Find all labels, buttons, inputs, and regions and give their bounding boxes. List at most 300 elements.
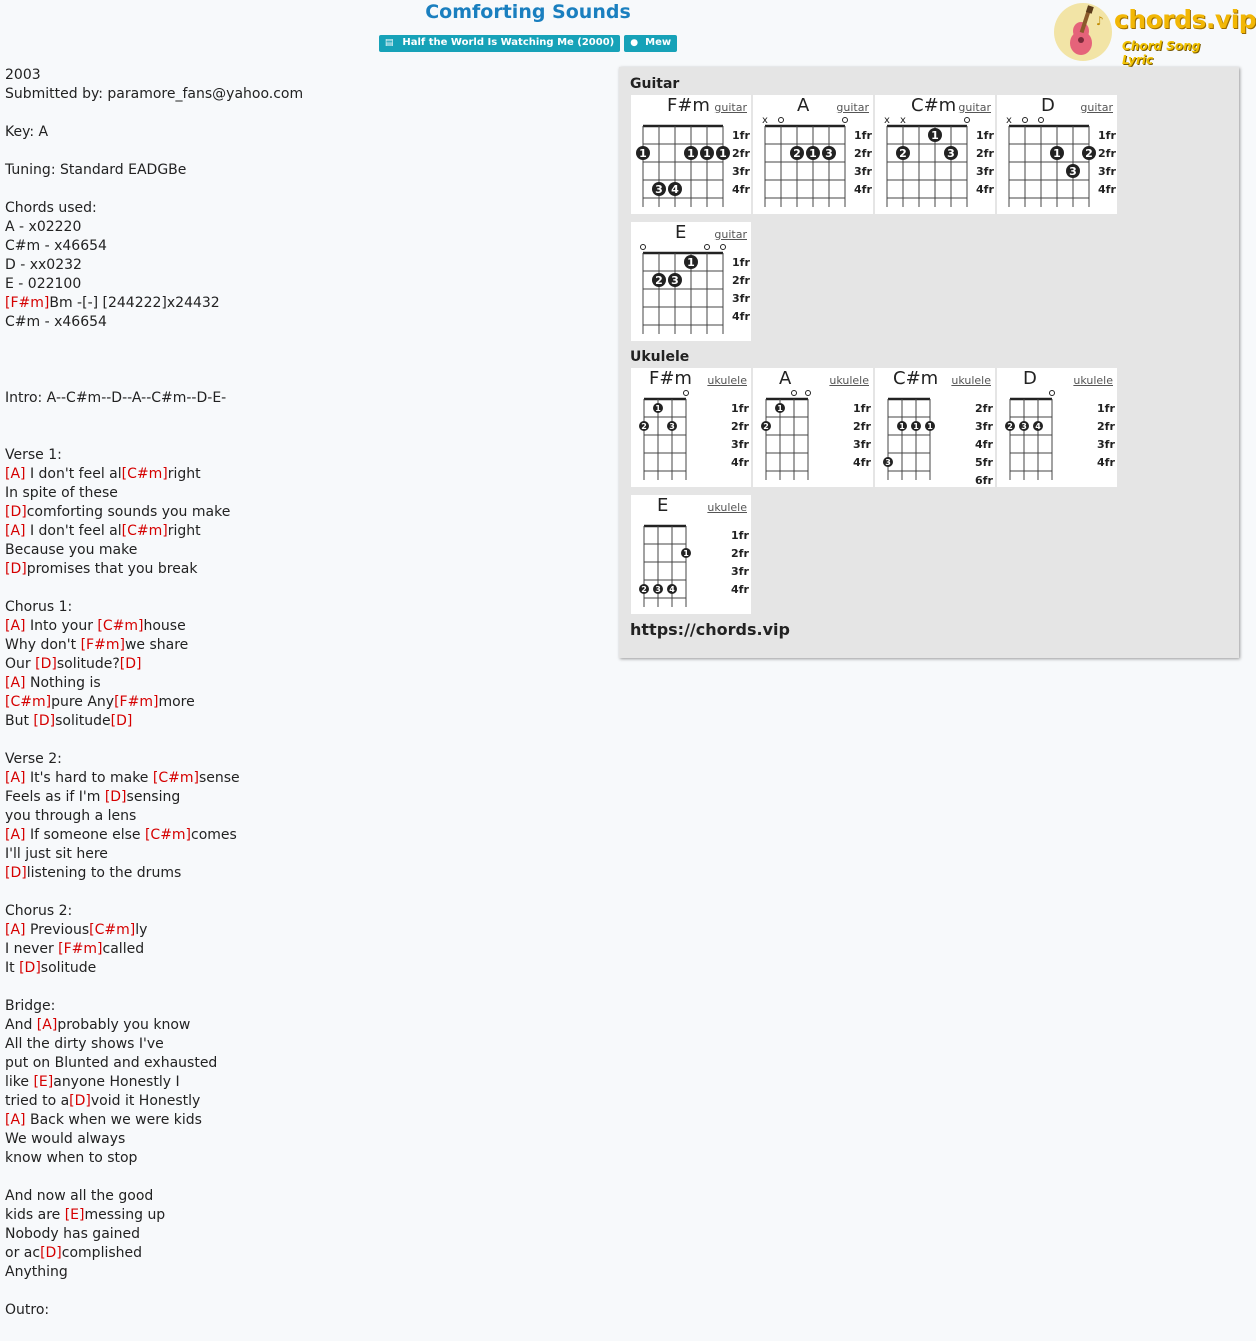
chord-link[interactable]: [D] bbox=[69, 1093, 91, 1109]
fret-label: 4fr bbox=[731, 456, 749, 469]
fret-label: 2fr bbox=[854, 147, 872, 160]
muted-string-marker: x bbox=[900, 115, 906, 126]
finger-number: 1 bbox=[655, 404, 661, 413]
chord-link[interactable]: [E] bbox=[33, 1074, 54, 1090]
fret-label: 3fr bbox=[731, 438, 749, 451]
logo-text: chords.vip bbox=[1114, 5, 1256, 34]
song-title[interactable]: Comforting Sounds bbox=[425, 1, 631, 23]
fret-label: 3fr bbox=[975, 420, 993, 433]
fret-label: 4fr bbox=[975, 438, 993, 451]
lyric-line bbox=[5, 408, 605, 427]
lyric-line bbox=[5, 256, 605, 275]
lyric-text: Key: A bbox=[5, 124, 49, 140]
lyric-line bbox=[5, 921, 605, 940]
finger-number: 1 bbox=[809, 147, 817, 160]
chord-name: E bbox=[657, 495, 669, 516]
lyric-line bbox=[5, 1282, 605, 1301]
chord-name: F#m bbox=[649, 368, 692, 389]
lyric-line bbox=[5, 66, 605, 85]
lyric-line bbox=[5, 579, 605, 598]
lyric-text: If someone else bbox=[25, 827, 145, 843]
lyric-line bbox=[5, 465, 605, 484]
lyric-line bbox=[5, 1092, 605, 1111]
fret-label: 4fr bbox=[1098, 183, 1116, 196]
lyric-text: I never bbox=[5, 941, 59, 957]
lyric-text: All the dirty shows I've bbox=[5, 1036, 164, 1052]
lyric-line bbox=[5, 788, 605, 807]
lyric-line bbox=[5, 769, 605, 788]
lyric-text: kids are bbox=[5, 1207, 65, 1223]
muted-string-marker: x bbox=[1006, 115, 1012, 126]
lyric-text: A - x02220 bbox=[5, 219, 82, 235]
finger-number: 4 bbox=[669, 585, 675, 594]
instrument-link[interactable]: guitar bbox=[714, 228, 747, 241]
lyric-line bbox=[5, 389, 605, 408]
chord-link[interactable]: [A] bbox=[5, 827, 26, 843]
lyric-text: Because you make bbox=[5, 542, 138, 558]
lyric-text: comforting sounds you make bbox=[26, 504, 231, 520]
ukulele-chord-card[interactable] bbox=[997, 368, 1117, 487]
fret-label: 3fr bbox=[976, 165, 994, 178]
instrument-link[interactable]: ukulele bbox=[829, 374, 869, 387]
chord-link[interactable]: [F#m] bbox=[80, 637, 125, 653]
guitar-chord-card[interactable] bbox=[753, 95, 873, 214]
instrument-link[interactable]: ukulele bbox=[707, 501, 747, 514]
finger-number: 1 bbox=[913, 422, 919, 431]
fret-label: 4fr bbox=[976, 183, 994, 196]
lyric-text: And bbox=[5, 1017, 37, 1033]
finger-number: 2 bbox=[655, 274, 663, 287]
lyric-line bbox=[5, 275, 605, 294]
open-string-marker bbox=[792, 391, 797, 396]
lyric-line bbox=[5, 655, 605, 674]
guitar-chord-card[interactable] bbox=[631, 95, 751, 214]
lyric-text: D - xx0232 bbox=[5, 257, 82, 273]
song-meta-badges bbox=[0, 35, 1056, 52]
lyric-line bbox=[5, 1206, 605, 1225]
open-string-marker bbox=[806, 391, 811, 396]
chord-link[interactable]: [F#m] bbox=[5, 295, 50, 311]
lyric-line bbox=[5, 332, 605, 351]
ukulele-chord-card[interactable] bbox=[631, 495, 751, 614]
fret-label: 2fr bbox=[732, 274, 750, 287]
lyric-line bbox=[5, 1301, 605, 1320]
lyric-text: put on Blunted and exhausted bbox=[5, 1055, 218, 1071]
finger-number: 1 bbox=[639, 147, 647, 160]
lyric-line bbox=[5, 104, 605, 123]
chord-link[interactable]: [D] bbox=[5, 865, 27, 881]
lyric-text: Feels as if I'm bbox=[5, 789, 105, 805]
fret-label: 3fr bbox=[854, 165, 872, 178]
chord-link[interactable]: [D] bbox=[104, 789, 127, 805]
chord-link[interactable]: [A] bbox=[36, 1017, 58, 1033]
finger-number: 2 bbox=[899, 147, 907, 160]
open-string-marker bbox=[705, 245, 710, 250]
lyric-line bbox=[5, 370, 605, 389]
open-string-marker bbox=[721, 245, 726, 250]
chord-link[interactable]: [D] bbox=[35, 656, 57, 672]
chord-link[interactable]: [C#m] bbox=[121, 466, 168, 482]
site-logo[interactable] bbox=[1054, 3, 1256, 67]
chord-link[interactable]: [C#m] bbox=[97, 618, 144, 634]
chord-link[interactable]: [A] bbox=[5, 618, 26, 634]
lyric-line bbox=[5, 1187, 605, 1206]
lyric-line bbox=[5, 237, 605, 256]
fret-label: 4fr bbox=[853, 456, 871, 469]
finger-number: 1 bbox=[927, 422, 933, 431]
chord-link[interactable]: [D] bbox=[19, 960, 41, 976]
lyric-text: Chorus 1: bbox=[5, 599, 73, 615]
finger-number: 1 bbox=[683, 549, 689, 558]
chord-link[interactable]: [D] bbox=[5, 561, 27, 577]
lyric-text: Back when we were kids bbox=[25, 1112, 202, 1128]
lyric-text: C#m - x46654 bbox=[5, 238, 107, 254]
lyric-line bbox=[5, 123, 605, 142]
open-string-marker bbox=[843, 118, 848, 123]
fret-label: 1fr bbox=[731, 529, 749, 542]
chord-link[interactable]: [A] bbox=[5, 1112, 26, 1128]
lyric-line bbox=[5, 636, 605, 655]
lyric-line bbox=[5, 598, 605, 617]
lyric-text: Bridge: bbox=[5, 998, 56, 1014]
album-icon: ▤ bbox=[384, 38, 394, 48]
lyric-line bbox=[5, 959, 605, 978]
finger-number: 1 bbox=[687, 147, 695, 160]
lyric-text: complished bbox=[61, 1245, 143, 1261]
open-string-marker bbox=[1023, 118, 1028, 123]
chord-name: A bbox=[797, 95, 810, 116]
finger-number: 2 bbox=[1007, 422, 1013, 431]
lyric-line bbox=[5, 731, 605, 750]
svg-text:♪: ♪ bbox=[1096, 14, 1104, 28]
finger-number: 1 bbox=[931, 129, 939, 142]
fret-label: 2fr bbox=[1097, 420, 1115, 433]
lyric-line bbox=[5, 85, 605, 104]
open-string-marker bbox=[1039, 118, 1044, 123]
chord-link[interactable]: [E] bbox=[64, 1207, 85, 1223]
chord-link[interactable]: [C#m] bbox=[89, 922, 136, 938]
lyric-line bbox=[5, 1225, 605, 1244]
finger-number: 3 bbox=[669, 422, 675, 431]
fret-label: 1fr bbox=[732, 256, 750, 269]
lyric-line bbox=[5, 427, 605, 446]
lyric-text: messing up bbox=[84, 1207, 166, 1223]
lyric-text: I'll just sit here bbox=[5, 846, 108, 862]
lyric-line bbox=[5, 218, 605, 237]
lyric-line bbox=[5, 997, 605, 1016]
lyric-text: Into your bbox=[25, 618, 98, 634]
lyric-line bbox=[5, 807, 605, 826]
lyric-line bbox=[5, 446, 605, 465]
lyric-line bbox=[5, 199, 605, 218]
lyric-text: Anything bbox=[5, 1264, 68, 1280]
lyric-text: ly bbox=[135, 922, 148, 938]
finger-number: 3 bbox=[655, 183, 663, 196]
finger-number: 4 bbox=[671, 183, 679, 196]
lyric-text: Tuning: Standard EADGBe bbox=[5, 162, 187, 178]
fret-label: 1fr bbox=[853, 402, 871, 415]
site-url[interactable]: https://chords.vip bbox=[630, 620, 790, 639]
lyric-text: Our bbox=[5, 656, 36, 672]
fret-label: 1fr bbox=[976, 129, 994, 142]
guitar-chord-card[interactable] bbox=[875, 95, 995, 214]
lyric-text: In spite of these bbox=[5, 485, 118, 501]
lyric-text: solitude bbox=[40, 960, 97, 976]
album-badge[interactable] bbox=[379, 35, 620, 52]
lyric-line bbox=[5, 617, 605, 636]
lyric-text: we share bbox=[124, 637, 189, 653]
chord-link[interactable]: [C#m] bbox=[5, 694, 52, 710]
fret-label: 4fr bbox=[1097, 456, 1115, 469]
fret-label: 2fr bbox=[853, 420, 871, 433]
lyric-text: E - 022100 bbox=[5, 276, 82, 292]
chord-link[interactable]: [C#m] bbox=[152, 770, 199, 786]
finger-number: 4 bbox=[1035, 422, 1041, 431]
finger-number: 3 bbox=[671, 274, 679, 287]
instrument-link[interactable]: guitar bbox=[1080, 101, 1113, 114]
open-string-marker bbox=[684, 391, 689, 396]
ukulele-chord-card[interactable] bbox=[875, 368, 995, 487]
lyric-text: Why don't bbox=[5, 637, 81, 653]
lyric-line bbox=[5, 142, 605, 161]
fret-label: 3fr bbox=[732, 292, 750, 305]
finger-number: 3 bbox=[947, 147, 955, 160]
lyric-text: Outro: bbox=[5, 1302, 50, 1318]
lyric-text: solitude bbox=[55, 713, 111, 729]
chord-name: C#m bbox=[911, 95, 957, 116]
lyric-text: house bbox=[143, 618, 186, 634]
guitar-chord-card[interactable] bbox=[631, 222, 751, 341]
fret-label: 1fr bbox=[731, 402, 749, 415]
lyric-text: know when to stop bbox=[5, 1150, 138, 1166]
instrument-link[interactable]: guitar bbox=[958, 101, 991, 114]
instrument-link[interactable]: ukulele bbox=[707, 374, 747, 387]
lyric-text: solitude? bbox=[56, 656, 120, 672]
lyric-line bbox=[5, 541, 605, 560]
finger-number: 1 bbox=[703, 147, 711, 160]
finger-number: 1 bbox=[899, 422, 905, 431]
chord-name: D bbox=[1041, 95, 1055, 116]
lyric-text: I don't feel al bbox=[25, 523, 122, 539]
chord-link[interactable]: [C#m] bbox=[144, 827, 192, 843]
chord-name: F#m bbox=[667, 95, 710, 116]
lyric-line bbox=[5, 503, 605, 522]
guitar-logo-icon bbox=[1054, 3, 1112, 61]
lyric-text: or ac bbox=[5, 1245, 41, 1261]
lyric-text: right bbox=[167, 523, 201, 539]
lyric-line bbox=[5, 522, 605, 541]
lyric-text: Verse 2: bbox=[5, 751, 62, 767]
lyric-text: called bbox=[102, 941, 145, 957]
lyric-line bbox=[5, 161, 605, 180]
lyric-text: 2003 bbox=[5, 67, 41, 83]
fret-label: 5fr bbox=[975, 456, 993, 469]
artist-badge[interactable] bbox=[624, 35, 677, 52]
lyric-text: Intro: A--C#m--D--A--C#m--D-E- bbox=[5, 390, 227, 406]
finger-number: 2 bbox=[641, 422, 647, 431]
lyric-text: It bbox=[5, 960, 20, 976]
fret-label: 4fr bbox=[854, 183, 872, 196]
lyric-text: Verse 1: bbox=[5, 447, 62, 463]
lyric-line bbox=[5, 750, 605, 769]
lyric-line bbox=[5, 1168, 605, 1187]
fret-label: 4fr bbox=[732, 183, 750, 196]
open-string-marker bbox=[965, 118, 970, 123]
instrument-link[interactable]: ukulele bbox=[951, 374, 991, 387]
lyric-line bbox=[5, 1149, 605, 1168]
finger-number: 3 bbox=[1021, 422, 1027, 431]
finger-number: 1 bbox=[719, 147, 727, 160]
chord-link[interactable]: [C#m] bbox=[121, 523, 168, 539]
guitar-chord-card[interactable] bbox=[997, 95, 1117, 214]
lyric-text: comes bbox=[191, 827, 237, 843]
fret-label: 2fr bbox=[732, 147, 750, 160]
fret-label: 2fr bbox=[731, 420, 749, 433]
lyric-line bbox=[5, 484, 605, 503]
chord-link[interactable]: [F#m] bbox=[58, 941, 103, 957]
lyric-line bbox=[5, 313, 605, 332]
lyric-line bbox=[5, 883, 605, 902]
fret-label: 2fr bbox=[731, 547, 749, 560]
lyric-line bbox=[5, 1130, 605, 1149]
chord-link[interactable]: [A] bbox=[5, 770, 26, 786]
chord-link[interactable]: [D] bbox=[110, 713, 133, 729]
lyric-text: Previous bbox=[25, 922, 90, 938]
finger-number: 3 bbox=[1069, 165, 1077, 178]
lyric-text: Nothing is bbox=[25, 675, 101, 691]
chord-name: D bbox=[1023, 368, 1037, 389]
open-string-marker bbox=[779, 118, 784, 123]
lyric-line bbox=[5, 294, 605, 313]
fret-label: 6fr bbox=[975, 474, 993, 487]
lyric-text: tried to a bbox=[5, 1093, 70, 1109]
lyric-text: probably you know bbox=[57, 1017, 191, 1033]
lyric-line bbox=[5, 674, 605, 693]
lyric-text: I don't feel al bbox=[25, 466, 122, 482]
lyric-line bbox=[5, 1263, 605, 1282]
fret-label: 1fr bbox=[1097, 402, 1115, 415]
ukulele-heading: Ukulele bbox=[630, 349, 690, 365]
muted-string-marker: x bbox=[884, 115, 890, 126]
lyric-line bbox=[5, 845, 605, 864]
lyric-text: Chords used: bbox=[5, 200, 97, 216]
muted-string-marker: x bbox=[762, 115, 768, 126]
finger-number: 2 bbox=[1085, 147, 1093, 160]
lyric-line bbox=[5, 864, 605, 883]
guitar-heading: Guitar bbox=[630, 76, 680, 92]
lyric-text: Submitted by: paramore_fans@yahoo.com bbox=[5, 86, 304, 102]
fret-label: 3fr bbox=[853, 438, 871, 451]
fret-label: 1fr bbox=[854, 129, 872, 142]
logo-subtitle: Chord Song Lyric bbox=[1122, 39, 1201, 67]
chord-link[interactable]: [D] bbox=[119, 656, 142, 672]
lyric-text: Chorus 2: bbox=[5, 903, 73, 919]
chord-link[interactable]: [D] bbox=[40, 1245, 62, 1261]
lyric-text: And now all the good bbox=[5, 1188, 154, 1204]
lyric-text: sensing bbox=[126, 789, 181, 805]
lyric-line bbox=[5, 940, 605, 959]
instrument-link[interactable]: ukulele bbox=[1073, 374, 1113, 387]
ukulele-chord-card[interactable] bbox=[753, 368, 873, 487]
lyric-text: anyone Honestly I bbox=[53, 1074, 180, 1090]
song-lyrics bbox=[5, 66, 605, 1320]
ukulele-chord-card[interactable] bbox=[631, 368, 751, 487]
chord-link[interactable]: [A] bbox=[5, 675, 26, 691]
finger-number: 3 bbox=[655, 585, 661, 594]
open-string-marker bbox=[1050, 391, 1055, 396]
chord-link[interactable]: [A] bbox=[5, 466, 26, 482]
lyric-line bbox=[5, 978, 605, 997]
fret-label: 2fr bbox=[975, 402, 993, 415]
finger-number: 1 bbox=[1053, 147, 1061, 160]
fret-label: 2fr bbox=[1098, 147, 1116, 160]
chord-link[interactable]: [A] bbox=[5, 922, 26, 938]
lyric-text: promises that you break bbox=[26, 561, 198, 577]
fret-label: 3fr bbox=[732, 165, 750, 178]
artist-label: Mew bbox=[645, 37, 672, 48]
lyric-text: C#m - x46654 bbox=[5, 314, 107, 330]
lyric-text: But bbox=[5, 713, 34, 729]
lyric-line bbox=[5, 180, 605, 199]
instrument-link[interactable]: guitar bbox=[836, 101, 869, 114]
lyric-line bbox=[5, 1244, 605, 1263]
lyric-line bbox=[5, 712, 605, 731]
fret-label: 4fr bbox=[732, 310, 750, 323]
lyric-text: We would always bbox=[5, 1131, 126, 1147]
lyric-line bbox=[5, 560, 605, 579]
finger-number: 1 bbox=[687, 256, 695, 269]
fret-label: 4fr bbox=[731, 583, 749, 596]
chord-name: E bbox=[675, 222, 687, 243]
finger-number: 1 bbox=[777, 404, 783, 413]
lyric-line bbox=[5, 1054, 605, 1073]
lyric-text: pure Any bbox=[51, 694, 115, 710]
lyric-text: void it Honestly bbox=[90, 1093, 201, 1109]
chord-name: A bbox=[779, 368, 792, 389]
lyric-line bbox=[5, 902, 605, 921]
chord-link[interactable]: [D] bbox=[33, 713, 56, 729]
finger-number: 3 bbox=[885, 458, 891, 467]
fret-label: 1fr bbox=[732, 129, 750, 142]
lyric-text: listening to the drums bbox=[26, 865, 182, 881]
finger-number: 2 bbox=[793, 147, 801, 160]
lyric-line bbox=[5, 1035, 605, 1054]
instrument-link[interactable]: guitar bbox=[714, 101, 747, 114]
lyric-text: more bbox=[158, 694, 195, 710]
fret-label: 2fr bbox=[976, 147, 994, 160]
finger-number: 3 bbox=[825, 147, 833, 160]
chord-link[interactable]: [F#m] bbox=[114, 694, 159, 710]
lyric-text: you through a lens bbox=[5, 808, 137, 824]
album-label: Half the World Is Watching Me (2000) bbox=[402, 37, 615, 48]
chord-link[interactable]: [A] bbox=[5, 523, 26, 539]
user-icon: ● bbox=[630, 38, 639, 48]
finger-number: 2 bbox=[641, 585, 647, 594]
lyric-text: Bm -[-] [244222]x24432 bbox=[49, 295, 220, 311]
finger-number: 2 bbox=[763, 422, 769, 431]
lyric-line bbox=[5, 693, 605, 712]
lyric-line bbox=[5, 1016, 605, 1035]
fret-label: 3fr bbox=[1098, 165, 1116, 178]
lyric-line bbox=[5, 1111, 605, 1130]
fret-label: 1fr bbox=[1098, 129, 1116, 142]
chord-link[interactable]: [D] bbox=[5, 504, 27, 520]
fret-label: 3fr bbox=[1097, 438, 1115, 451]
lyric-line bbox=[5, 826, 605, 845]
lyric-line bbox=[5, 1073, 605, 1092]
lyric-text: Nobody has gained bbox=[5, 1226, 141, 1242]
lyric-text: like bbox=[5, 1074, 34, 1090]
